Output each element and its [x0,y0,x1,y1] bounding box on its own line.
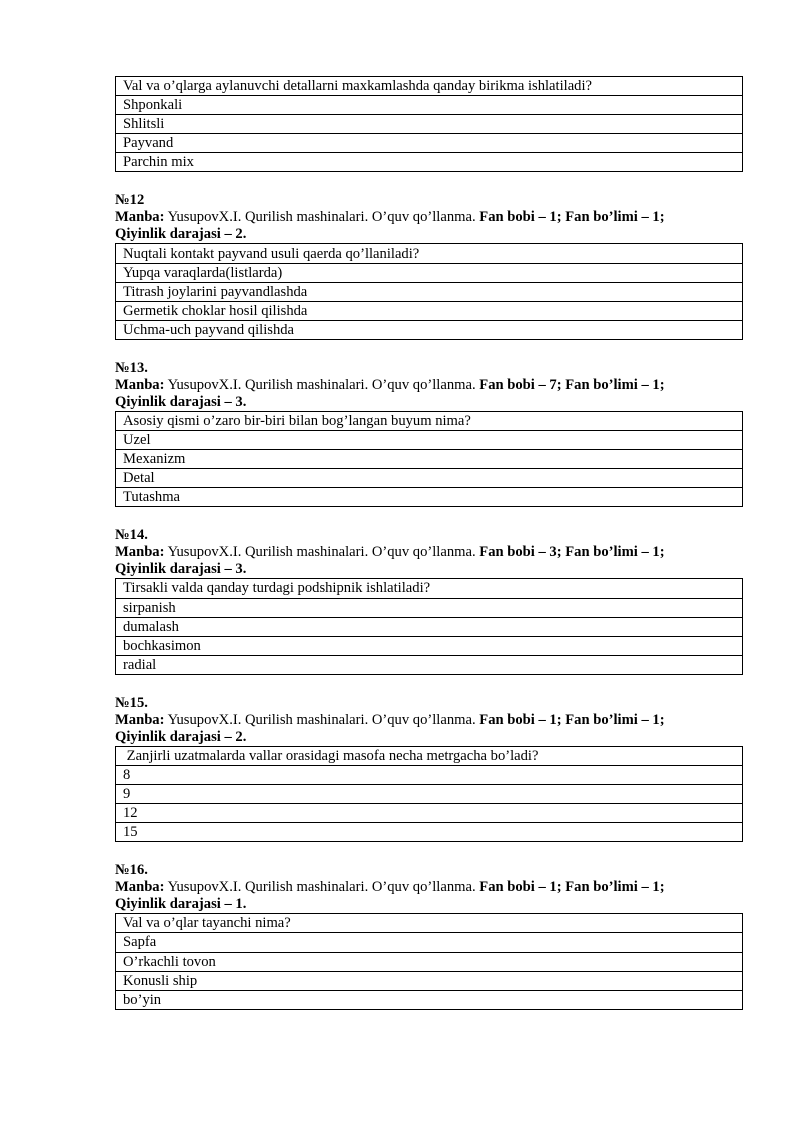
qiyinlik-darajasi: Qiyinlik darajasi – 2. [115,226,247,243]
option-text: Titrash joylarini payvandlashda [116,282,743,301]
option-text: Payvand [116,134,743,153]
question-block-15 [115,695,743,842]
option-text: sirpanish [116,598,743,617]
question-number: №15. [115,694,148,711]
question-text: Tirsakli valda qanday turdagi podshipnik ishlatiladi? [116,579,743,598]
option-text: dumalash [116,617,743,636]
document-page [115,76,743,1010]
option-row [116,617,743,636]
manba-label: Manba: [115,879,165,896]
qiyinlik-darajasi: Qiyinlik darajasi – 3. [115,393,247,410]
question-row [116,77,743,96]
option-text: 15 [116,823,743,842]
manba-label: Manba: [115,544,165,561]
question-number: №16. [115,862,148,879]
option-row [116,636,743,655]
question-meta [115,544,743,561]
option-text: Mexanizm [116,450,743,469]
question-meta [115,879,743,896]
option-row [116,301,743,320]
option-row [116,134,743,153]
option-row [116,990,743,1009]
qiyinlik-darajasi: Qiyinlik darajasi – 3. [115,561,247,578]
option-row [116,933,743,952]
fan-bobi: Fan bobi – 3; Fan bo’limi – 1; [479,544,665,561]
question-meta [115,712,743,729]
manba-label: Manba: [115,209,165,226]
question-block-16 [115,862,743,1009]
option-row [116,655,743,674]
fan-bobi: Fan bobi – 1; Fan bo’limi – 1; [479,209,665,226]
option-row [116,282,743,301]
option-text: Shlitsli [116,115,743,134]
question-row [116,411,743,430]
question-row [116,244,743,263]
source-text: YusupovX.I. Qurilish mashinalari. O’quv qo’llanma. [164,209,480,226]
option-row [116,823,743,842]
question-number: №14. [115,527,148,544]
option-row [116,96,743,115]
question-block-13 [115,360,743,507]
option-text: 12 [116,804,743,823]
question-row [116,914,743,933]
question-table [115,578,743,674]
question-block-14 [115,527,743,674]
option-text: Yupqa varaqlarda(listlarda) [116,263,743,282]
option-row [116,115,743,134]
question-number: №12 [115,192,145,209]
option-row [116,488,743,507]
option-text: 8 [116,765,743,784]
question-row [116,746,743,765]
option-row [116,952,743,971]
option-row [116,263,743,282]
option-text: Sapfa [116,933,743,952]
question-meta [115,209,743,226]
qiyinlik-darajasi: Qiyinlik darajasi – 1. [115,896,247,913]
question-table-11 [115,76,743,172]
option-row [116,765,743,784]
source-text: YusupovX.I. Qurilish mashinalari. O’quv qo’llanma. [164,544,480,561]
question-block-12 [115,192,743,339]
option-row [116,598,743,617]
option-row [116,469,743,488]
option-text: Detal [116,469,743,488]
option-text: 9 [116,785,743,804]
question-table [115,746,743,842]
fan-bobi: Fan bobi – 1; Fan bo’limi – 1; [479,711,665,728]
question-text: Val va o’qlar tayanchi nima? [116,914,743,933]
question-row [116,579,743,598]
option-text: Tutashma [116,488,743,507]
option-text: Konusli ship [116,971,743,990]
fan-bobi: Fan bobi – 7; Fan bo’limi – 1; [479,376,665,393]
option-text: Uchma-uch payvand qilishda [116,320,743,339]
option-text: bo’yin [116,990,743,1009]
option-text: Uzel [116,431,743,450]
manba-label: Manba: [115,711,165,728]
question-meta [115,377,743,394]
question-text: Zanjirli uzatmalarda vallar orasidagi masofa necha metrgacha bo’ladi? [116,746,743,765]
option-text: radial [116,655,743,674]
option-row [116,785,743,804]
option-row [116,450,743,469]
option-row [116,431,743,450]
fan-bobi: Fan bobi – 1; Fan bo’limi – 1; [479,879,665,896]
question-text: Nuqtali kontakt payvand usuli qaerda qo’llaniladi? [116,244,743,263]
qiyinlik-darajasi: Qiyinlik darajasi – 2. [115,728,247,745]
question-number: №13. [115,359,148,376]
option-row [116,971,743,990]
source-text: YusupovX.I. Qurilish mashinalari. O’quv qo’llanma. [164,711,480,728]
manba-label: Manba: [115,376,165,393]
source-text: YusupovX.I. Qurilish mashinalari. O’quv qo’llanma. [164,879,480,896]
option-row [116,320,743,339]
option-text: Shponkali [116,96,743,115]
option-text: Parchin mix [116,153,743,172]
option-text: bochkasimon [116,636,743,655]
option-row [116,804,743,823]
question-text: Asosiy qismi o’zaro bir-biri bilan bog’langan buyum nima? [116,411,743,430]
question-table [115,913,743,1009]
source-text: YusupovX.I. Qurilish mashinalari. O’quv qo’llanma. [164,376,480,393]
question-text: Val va o’qlarga aylanuvchi detallarni maxkamlashda qanday birikma ishlatiladi? [116,77,743,96]
option-text: O’rkachli tovon [116,952,743,971]
question-table [115,411,743,507]
option-row [116,153,743,172]
option-text: Germetik choklar hosil qilishda [116,301,743,320]
question-table [115,243,743,339]
